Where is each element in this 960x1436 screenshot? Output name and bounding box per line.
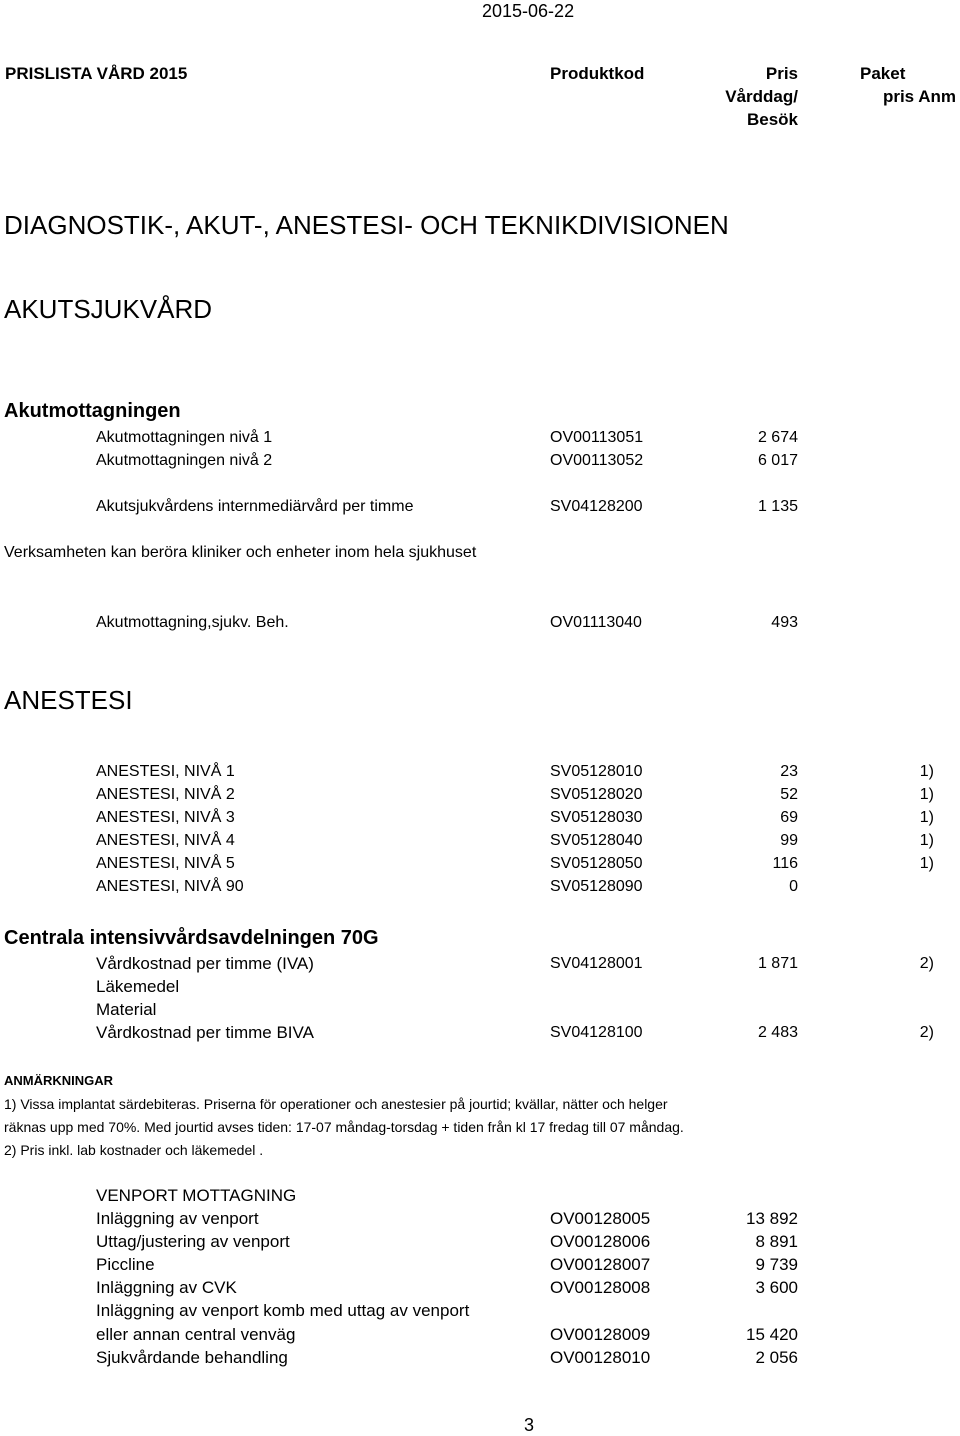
row-name: Vårdkostnad per timme (IVA): [96, 954, 314, 973]
row-remark-ref: 2): [919, 955, 934, 972]
column-header-paketpris-anm: pris Anm: [882, 87, 956, 106]
row-code: SV05128040: [550, 832, 643, 849]
subsection-title-civa: Centrala intensivvårdsavdelningen 70G: [4, 927, 379, 949]
row-name: Inläggning av venport: [96, 1209, 259, 1228]
row-price: 116: [772, 855, 798, 872]
row-name: Sjukvårdande behandling: [96, 1348, 288, 1367]
row-price: 52: [780, 786, 798, 803]
row-name: ANESTESI, NIVÅ 3: [96, 809, 235, 826]
row-price: 2 674: [757, 429, 798, 446]
row-name: ANESTESI, NIVÅ 4: [96, 832, 235, 849]
column-header-pris-varddag: Vårddag/: [725, 87, 798, 106]
row-price: 99: [780, 832, 798, 849]
column-header-produktkod: Produktkod: [550, 64, 645, 83]
remark-line: 1) Vissa implantat särdebiteras. Priserna för operationer och anestesier på jourtid; kvällar, nätter och helger: [4, 1096, 668, 1112]
row-price: 0: [789, 878, 798, 895]
column-header-pris-besok: Besök: [746, 110, 798, 129]
row-name: eller annan central venväg: [96, 1325, 296, 1344]
row-code: OV00128007: [550, 1255, 651, 1274]
row-code: SV04128100: [550, 1024, 643, 1041]
row-code: OV00128010: [550, 1348, 651, 1367]
row-remark-ref: 1): [919, 832, 934, 849]
row-code: OV00128009: [550, 1325, 651, 1344]
row-name: Inläggning av CVK: [96, 1278, 237, 1297]
row-name: Uttag/justering av venport: [96, 1232, 290, 1251]
row-price: 2 056: [755, 1348, 798, 1367]
remark-line: räknas upp med 70%. Med jourtid avses tiden: 17-07 måndag-torsdag + tiden från kl 17 fredag till 07 måndag.: [4, 1119, 684, 1135]
row-price: 15 420: [746, 1325, 798, 1344]
subsection-title-akutmottagningen: Akutmottagningen: [4, 400, 181, 422]
column-header-paket: Paket: [860, 64, 906, 83]
row-code: SV05128020: [550, 786, 643, 803]
row-code: OV00113052: [550, 452, 644, 469]
row-price: 69: [780, 809, 798, 826]
row-code: SV05128030: [550, 809, 643, 826]
remarks-title: ANMÄRKNINGAR: [4, 1073, 114, 1088]
row-price: 3 600: [755, 1278, 798, 1297]
division-title: DIAGNOSTIK-, AKUT-, ANESTESI- OCH TEKNIKDIVISIONEN: [4, 210, 729, 240]
row-price: 1 871: [757, 955, 798, 972]
document-date: 2015-06-22: [482, 1, 575, 21]
row-name: Läkemedel: [96, 977, 180, 996]
row-price: 1 135: [757, 498, 798, 515]
row-name: ANESTESI, NIVÅ 1: [96, 763, 235, 780]
remark-line: 2) Pris inkl. lab kostnader och läkemedel .: [4, 1142, 264, 1158]
row-code: OV00113051: [550, 429, 644, 446]
row-price: 493: [771, 614, 798, 631]
section-title-venport: VENPORT MOTTAGNING: [96, 1186, 297, 1205]
row-code: SV05128010: [550, 763, 643, 780]
row-name: Akutmottagningen nivå 2: [96, 452, 273, 469]
row-price: 13 892: [746, 1209, 798, 1228]
section-title-anestesi: ANESTESI: [4, 685, 133, 715]
row-price: 6 017: [757, 452, 798, 469]
row-name: ANESTESI, NIVÅ 5: [96, 855, 235, 872]
row-price: 2 483: [757, 1024, 798, 1041]
row-code: OV00128008: [550, 1278, 651, 1297]
page-number: 3: [524, 1415, 535, 1435]
row-name: Piccline: [96, 1255, 155, 1274]
row-remark-ref: 2): [919, 1024, 934, 1041]
row-name: Vårdkostnad per timme BIVA: [96, 1023, 314, 1042]
row-remark-ref: 1): [919, 763, 934, 780]
row-remark-ref: 1): [919, 855, 934, 872]
row-price: 8 891: [755, 1232, 798, 1251]
row-name: ANESTESI, NIVÅ 90: [96, 878, 244, 895]
row-code: SV04128200: [550, 498, 643, 515]
row-name: Akutsjukvårdens internmediärvård per timme: [96, 498, 414, 515]
row-price: 9 739: [755, 1255, 798, 1274]
row-code: SV04128001: [550, 955, 643, 972]
row-name: ANESTESI, NIVÅ 2: [96, 786, 235, 803]
row-code: SV05128050: [550, 855, 643, 872]
row-code: OV00128006: [550, 1232, 651, 1251]
row-name: Akutmottagningen nivå 1: [96, 429, 273, 446]
row-code: OV01113040: [550, 614, 642, 631]
row-price: 23: [780, 763, 798, 780]
row-remark-ref: 1): [919, 786, 934, 803]
column-header-pris: Pris: [765, 64, 798, 83]
row-name: Material: [96, 1000, 157, 1019]
section-title-akutsjukvard: AKUTSJUKVÅRD: [4, 294, 213, 324]
section-note: Verksamheten kan beröra kliniker och enheter inom hela sjukhuset: [4, 544, 477, 561]
row-code: OV00128005: [550, 1209, 651, 1228]
document-title: PRISLISTA VÅRD 2015: [5, 64, 188, 83]
row-name: Inläggning av venport komb med uttag av venport: [96, 1301, 470, 1320]
row-code: SV05128090: [550, 878, 643, 895]
row-remark-ref: 1): [919, 809, 934, 826]
row-name: Akutmottagning,sjukv. Beh.: [96, 614, 289, 631]
